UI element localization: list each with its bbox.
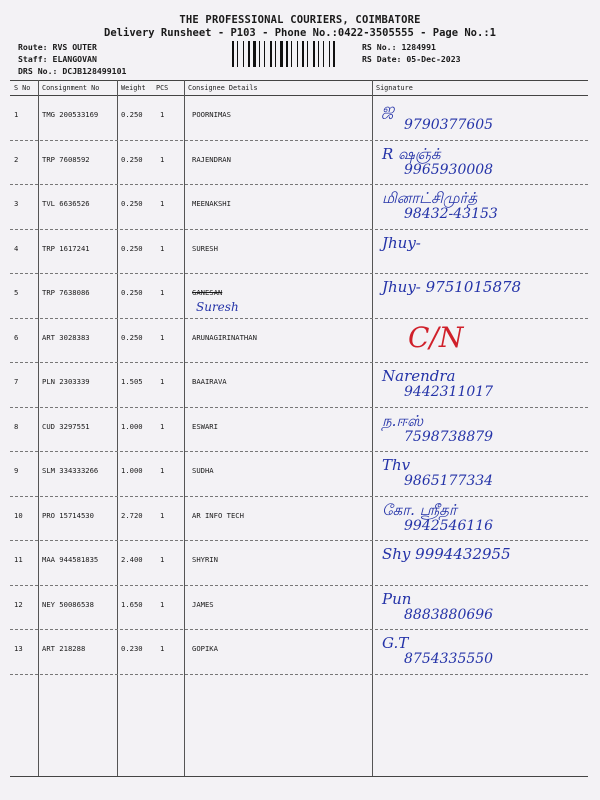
barcode-bar	[248, 41, 250, 67]
col-header-sno: S No	[14, 84, 31, 92]
drs-value: DCJB128499101	[62, 66, 127, 76]
row-pcs: 1	[160, 466, 165, 475]
table-row	[0, 630, 600, 674]
table-row	[0, 541, 600, 585]
barcode-bar	[297, 41, 298, 67]
table-row	[0, 408, 600, 452]
row-consignment-no: MAA 944581835	[42, 555, 99, 564]
row-consignee: AR INFO TECH	[192, 510, 244, 520]
table-row	[0, 230, 600, 274]
row-pcs: 1	[160, 199, 165, 208]
row-pcs: 1	[160, 110, 165, 119]
signature-line: 9965930008	[404, 161, 494, 178]
row-consignee: JAMES	[192, 599, 214, 609]
staff-label: Staff:	[18, 54, 48, 64]
row-weight: 0.250	[121, 288, 143, 297]
row-sno: 6	[14, 332, 19, 342]
barcode-bar	[259, 41, 260, 67]
drs-line	[18, 66, 126, 76]
row-consignment-no: NEY 50086538	[42, 599, 94, 609]
row-sno: 2	[14, 154, 19, 164]
rs-date-label: RS Date:	[362, 54, 402, 64]
row-sno: 5	[14, 288, 19, 297]
row-pcs: 1	[160, 243, 165, 253]
signature-line: கோ. ஸ்ரீதர்	[382, 500, 457, 519]
barcode-bar	[232, 41, 234, 67]
table-row	[0, 363, 600, 407]
row-pcs: 1	[160, 421, 165, 431]
row-weight: 0.250	[121, 199, 143, 208]
row-sno: 1	[14, 110, 19, 119]
table-row	[0, 497, 600, 541]
table-row	[0, 96, 600, 140]
row-consignee: ARUNAGIRINATHAN	[192, 332, 257, 342]
barcode-bar	[323, 41, 324, 67]
row-pcs: 1	[160, 154, 165, 164]
table-top-rule	[10, 80, 588, 81]
row-consignment-no: TVL 6636526	[42, 199, 90, 208]
row-weight: 1.650	[121, 599, 143, 609]
company-title: THE PROFESSIONAL COURIERS, COIMBATORE	[179, 14, 421, 26]
route-value: RVS OUTER	[52, 42, 97, 52]
signature-line: 7598738879	[404, 428, 494, 445]
signature-line: 9865177334	[404, 473, 494, 489]
col-header-consignment: Consignment No	[42, 84, 100, 92]
table-row	[0, 141, 600, 185]
row-weight: 0.250	[121, 110, 143, 119]
row-weight: 2.720	[121, 510, 143, 520]
row-sno: 12	[14, 599, 23, 609]
barcode-bar	[264, 41, 265, 67]
row-consignment-no: SLM 334333266	[42, 466, 99, 475]
staff-line	[18, 54, 97, 64]
signature-line: Shy 9994432955	[382, 545, 511, 563]
row-pcs: 1	[160, 288, 165, 297]
barcode-bar	[307, 41, 308, 67]
row-consignment-no: ART 218288	[42, 644, 86, 653]
row-pcs: 1	[160, 510, 165, 520]
table-row	[0, 185, 600, 229]
row-consignee: GOPIKA	[192, 644, 218, 653]
signature-line: R ஷஞ்க்	[382, 144, 441, 163]
row-sno: 10	[14, 510, 23, 520]
barcode-bar	[333, 41, 335, 67]
col-header-pcs: PCS	[156, 84, 169, 92]
table-row	[0, 319, 600, 363]
row-sno: 13	[14, 644, 23, 653]
row-pcs: 1	[160, 599, 165, 609]
row-pcs: 1	[160, 377, 165, 386]
table-row	[0, 452, 600, 496]
rs-no-line	[362, 42, 436, 52]
row-consignment-no: ART 3028383	[42, 332, 90, 342]
route-line	[18, 42, 97, 52]
row-pcs: 1	[160, 555, 165, 564]
row-weight: 1.000	[121, 466, 143, 475]
barcode	[232, 41, 350, 67]
barcode-bar	[313, 41, 315, 67]
rs-no-label: RS No.:	[362, 42, 397, 52]
barcode-bar	[237, 41, 238, 67]
signature-line: Narendra	[382, 367, 456, 385]
signature-line: மினாட்சிமுர்த்	[382, 189, 478, 207]
row-consignment-no: PLN 2303339	[42, 377, 90, 386]
row-consignment-no: TRP 1617241	[42, 243, 90, 253]
signature-line: ஜ	[382, 100, 395, 118]
row-consignee: SURESH	[192, 243, 218, 253]
row-consignee: SHYRIN	[192, 555, 218, 564]
signature-line: 98432-43153	[404, 206, 498, 222]
rs-no-value: 1284991	[401, 42, 436, 52]
row-consignment-no: TRP 7638086	[42, 288, 90, 297]
signature-line: Thv	[382, 456, 411, 474]
row-weight: 0.250	[121, 154, 143, 164]
rs-date-line	[362, 54, 461, 64]
barcode-bar	[329, 41, 330, 67]
drs-label: DRS No.:	[18, 66, 58, 76]
row-consignment-no: CUD 3297551	[42, 421, 90, 431]
barcode-bar	[291, 41, 292, 67]
signature-line: C/N	[408, 320, 464, 354]
barcode-bar	[286, 41, 288, 67]
signature-line: G.T	[382, 634, 409, 652]
barcode-bar	[275, 41, 276, 67]
row-weight: 1.505	[121, 377, 143, 386]
row-weight: 2.400	[121, 555, 143, 564]
col-header-signature: Signature	[376, 84, 413, 92]
signature-line: Pun	[382, 589, 412, 608]
row-pcs: 1	[160, 332, 165, 342]
col-header-weight: Weight	[121, 84, 146, 92]
barcode-bar	[270, 41, 272, 67]
table-row	[0, 586, 600, 630]
row-weight: 0.230	[121, 644, 143, 653]
signature-line: 8883880696	[404, 606, 494, 623]
row-consignee: MEENAKSHI	[192, 199, 231, 208]
row-consignee: GANESAN	[192, 288, 223, 297]
row-weight: 1.000	[121, 421, 143, 431]
row-weight: 0.250	[121, 332, 143, 342]
barcode-bar	[280, 41, 283, 67]
signature-line: Jhuy- 9751015878	[382, 278, 522, 296]
signature-line: 9790377605	[404, 117, 494, 133]
rs-date-value: 05-Dec-2023	[406, 54, 461, 64]
row-consignee: POORNIMAS	[192, 110, 231, 119]
signature-line: 9942546116	[404, 517, 494, 534]
barcode-bar	[302, 41, 304, 67]
row-consignee: BAAIRAVA	[192, 377, 227, 386]
table-bottom-rule	[10, 776, 588, 777]
row-consignee: ESWARI	[192, 421, 218, 431]
barcode-bar	[243, 41, 244, 67]
barcode-bar	[253, 41, 256, 67]
row-consignee: SUDHA	[192, 466, 214, 475]
row-sno: 8	[14, 421, 19, 431]
row-sno: 9	[14, 466, 19, 475]
row-consignee: RAJENDRAN	[192, 154, 231, 164]
handwritten-consignee: Suresh	[196, 300, 239, 314]
table-row	[0, 274, 600, 318]
row-sno: 3	[14, 199, 19, 208]
signature-line: 8754335550	[404, 651, 494, 667]
signature-line: 9442311017	[404, 384, 494, 400]
row-consignment-no: TMG 200533169	[42, 110, 99, 119]
row-separator	[10, 674, 588, 675]
barcode-bar	[318, 41, 319, 67]
row-sno: 4	[14, 243, 19, 253]
row-sno: 7	[14, 377, 19, 386]
row-consignment-no: TRP 7608592	[42, 154, 90, 164]
staff-value: ELANGOVAN	[52, 54, 97, 64]
route-label: Route:	[18, 42, 48, 52]
runsheet-subtitle: Delivery Runsheet - P103 - Phone No.:0422-3505555 - Page No.:1	[104, 27, 496, 39]
col-header-consignee: Consignee Details	[188, 84, 258, 92]
row-sno: 11	[14, 555, 23, 564]
signature-line: Jhuy-	[382, 233, 421, 252]
signature-line: ந.ஈஸ்	[382, 411, 424, 430]
row-pcs: 1	[160, 644, 165, 653]
row-consignment-no: PRO 15714530	[42, 510, 94, 520]
row-weight: 0.250	[121, 243, 143, 253]
